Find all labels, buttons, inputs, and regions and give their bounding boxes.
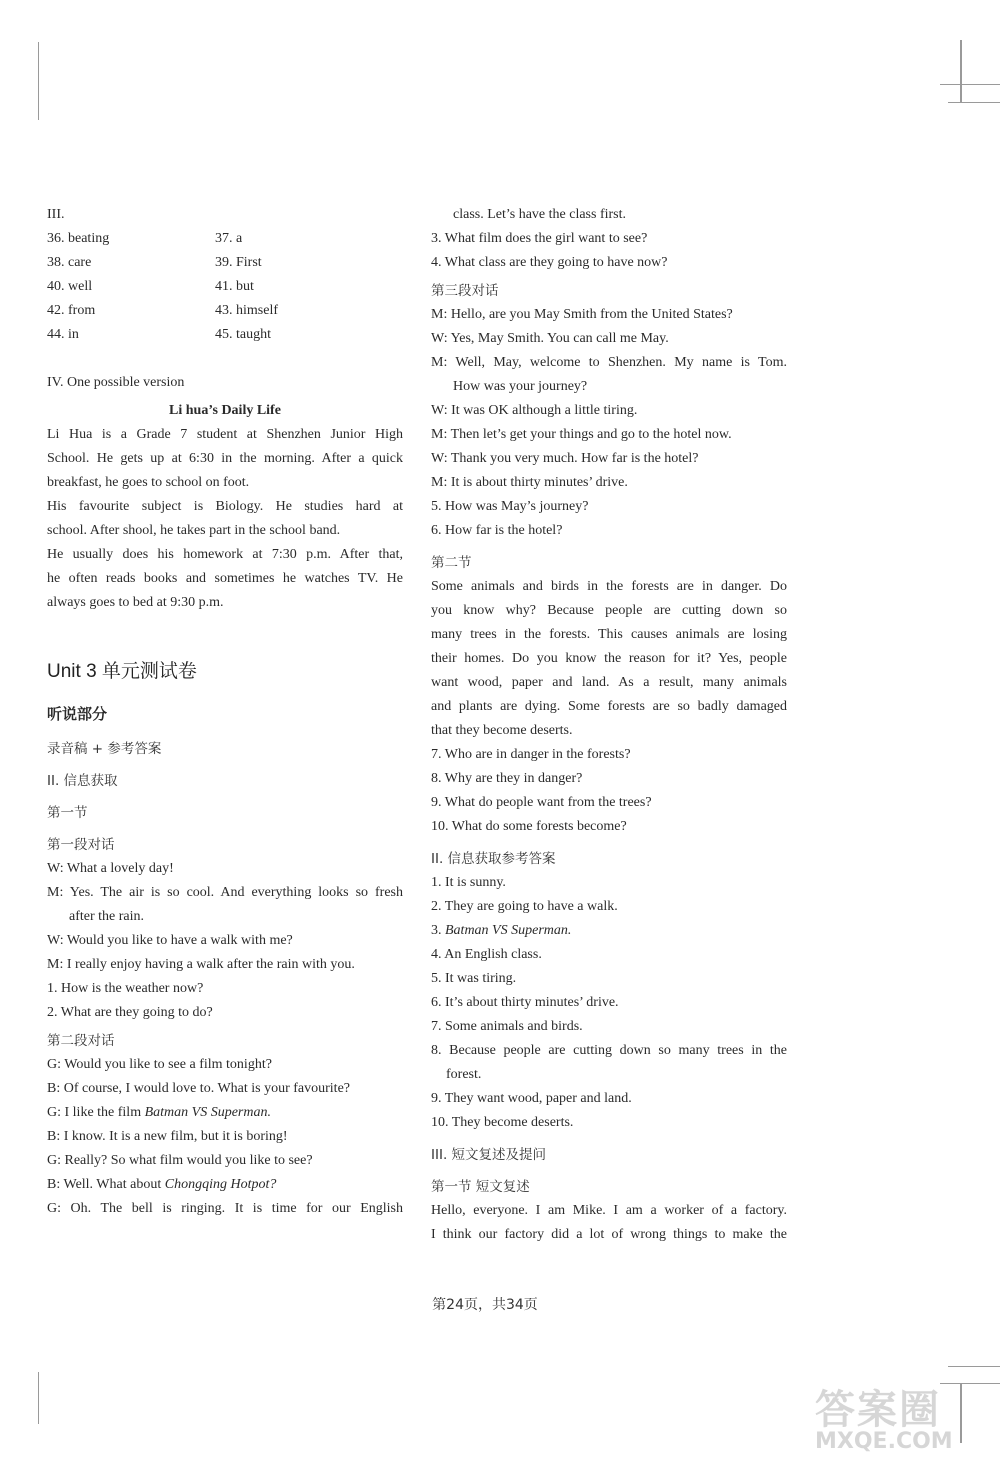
question-line: 7. Who are in danger in the forests? xyxy=(431,747,631,762)
essay-line: His favourite subject is Biology. He studies hard at xyxy=(47,499,403,514)
key-line: 4. An English class. xyxy=(431,947,542,962)
section-heading: III. xyxy=(47,207,65,222)
key-line: forest. xyxy=(446,1067,482,1082)
dialog-line: W: Yes, May Smith. You can call me May. xyxy=(431,331,669,346)
dialog-line: W: Thank you very much. How far is the hotel? xyxy=(431,451,699,466)
dialog-heading: 第一段对话 xyxy=(47,837,115,853)
dialog-line: G: I like the film Batman VS Superman. xyxy=(47,1105,271,1120)
answer-item: 45. taught xyxy=(215,327,271,342)
listening-heading: 听说部分 xyxy=(47,705,108,723)
passage-line: and plants are dying. Some forests are so badly damaged xyxy=(431,699,787,714)
question-line: 4. What class are they going to have now? xyxy=(431,255,668,270)
dialog-line: W: It was OK although a little tiring. xyxy=(431,403,638,418)
answer-item: 41. but xyxy=(215,279,254,294)
crop-mark xyxy=(948,102,1000,103)
answer-grid xyxy=(47,227,403,347)
dialog-line: M: Hello, are you May Smith from the United States? xyxy=(431,307,733,322)
dialog-line: W: Would you like to have a walk with me? xyxy=(47,933,293,948)
dialog-line: class. Let’s have the class first. xyxy=(453,207,627,222)
dialog-line: B: Well. What about Chongqing Hotpot? xyxy=(47,1177,277,1192)
key-line: 9. They want wood, paper and land. xyxy=(431,1091,632,1106)
essay-line: always goes to bed at 9:30 p.m. xyxy=(47,595,224,610)
crop-mark xyxy=(38,42,39,120)
watermark-url: MXQE.COM xyxy=(815,1429,953,1454)
dialog-line: after the rain. xyxy=(69,909,145,924)
crop-mark xyxy=(960,40,962,102)
transcript-heading: 录音稿 + 参考答案 xyxy=(47,741,162,757)
answer-item: 36. beating xyxy=(47,231,110,246)
passage-line: their homes. Do you know the reason for it? Yes, people xyxy=(431,651,787,666)
crop-mark xyxy=(948,1366,1000,1367)
film-title: Batman VS Superman. xyxy=(445,923,572,938)
answer-item: 39. First xyxy=(215,255,262,270)
key-heading: II. 信息获取参考答案 xyxy=(431,851,556,867)
dialog-line: M: Well, May, welcome to Shenzhen. My name is Tom. xyxy=(431,355,787,370)
question-line: 2. What are they going to do? xyxy=(47,1005,213,1020)
passage-line: you know why? Because people are cutting down so xyxy=(431,603,787,618)
question-line: 1. How is the weather now? xyxy=(47,981,204,996)
answer-item: 37. a xyxy=(215,231,243,246)
essay-title: Li hua’s Daily Life xyxy=(169,403,281,418)
section-heading: III. 短文复述及提问 xyxy=(431,1147,547,1163)
essay-line: breakfast, he goes to school on foot. xyxy=(47,475,250,490)
film-title: Batman VS Superman. xyxy=(144,1105,271,1120)
left-column xyxy=(47,203,403,1221)
dialog-line: G: Oh. The bell is ringing. It is time for our English xyxy=(47,1201,403,1216)
key-line: 5. It was tiring. xyxy=(431,971,517,986)
passage-line: Some animals and birds in the forests are in danger. Do xyxy=(431,579,787,594)
passage-line: that they become deserts. xyxy=(431,723,573,738)
question-line: 8. Why are they in danger? xyxy=(431,771,583,786)
watermark-text: 答案圈 xyxy=(815,1387,941,1433)
dialog-line: G: Really? So what film would you like to see? xyxy=(47,1153,313,1168)
essay-line: School. He gets up at 6:30 in the morning. After a quick xyxy=(47,451,403,466)
info-heading: II. 信息获取 xyxy=(47,773,118,789)
key-line: 1. It is sunny. xyxy=(431,875,506,890)
unit-title: Unit 3 单元测试卷 xyxy=(47,661,197,682)
question-line: 10. What do some forests become? xyxy=(431,819,627,834)
dialog-line: M: I really enjoy having a walk after the rain with you. xyxy=(47,957,355,972)
key-line: 6. It’s about thirty minutes’ drive. xyxy=(431,995,619,1010)
essay-line: he often reads books and sometimes he watches TV. He xyxy=(47,571,403,586)
dialog-line: How was your journey? xyxy=(453,379,588,394)
key-line: 8. Because people are cutting down so many trees in the xyxy=(431,1043,787,1058)
question-line: 3. What film does the girl want to see? xyxy=(431,231,648,246)
answer-item: 38. care xyxy=(47,255,92,270)
crop-mark xyxy=(38,1372,39,1424)
part-heading: 第二节 xyxy=(431,555,472,571)
film-title: Chongqing Hotpot? xyxy=(164,1177,277,1192)
dialog-line: M: Then let’s get your things and go to the hotel now. xyxy=(431,427,732,442)
dialog-heading: 第二段对话 xyxy=(47,1033,115,1049)
key-line: 3. Batman VS Superman. xyxy=(431,923,572,938)
answer-item: 42. from xyxy=(47,303,96,318)
key-line: 10. They become deserts. xyxy=(431,1115,574,1130)
dialog-line: G: Would you like to see a film tonight? xyxy=(47,1057,272,1072)
key-line: 2. They are going to have a walk. xyxy=(431,899,618,914)
essay-line: He usually does his homework at 7:30 p.m. After that, xyxy=(47,547,403,562)
answer-item: 44. in xyxy=(47,327,79,342)
part-heading: 第一节 短文复述 xyxy=(431,1179,530,1195)
retell-line: Hello, everyone. I am Mike. I am a worker of a factory. xyxy=(431,1203,787,1218)
answer-item: 40. well xyxy=(47,279,93,294)
watermark-logo xyxy=(815,1378,990,1458)
dialog-line: M: It is about thirty minutes’ drive. xyxy=(431,475,628,490)
passage-line: many trees in the forests. This causes animals are losing xyxy=(431,627,787,642)
question-line: 6. How far is the hotel? xyxy=(431,523,563,538)
dialog-line: M: Yes. The air is so cool. And everything looks so fresh xyxy=(47,885,403,900)
dialog-line: B: Of course, I would love to. What is your favourite? xyxy=(47,1081,351,1096)
essay-line: school. After shool, he takes part in the school band. xyxy=(47,523,341,538)
dialog-heading: 第三段对话 xyxy=(431,283,499,299)
right-column xyxy=(431,203,787,1247)
question-line: 5. How was May’s journey? xyxy=(431,499,589,514)
essay-line: Li Hua is a Grade 7 student at Shenzhen Junior High xyxy=(47,427,403,442)
crop-mark xyxy=(940,84,1000,85)
dialog-line: W: What a lovely day! xyxy=(47,861,174,876)
retell-line: I think our factory did a lot of wrong things to make the xyxy=(431,1227,787,1242)
passage-line: want wood, paper and land. As a result, many animals xyxy=(431,675,787,690)
answer-item: 43. himself xyxy=(215,303,278,318)
dialog-line: B: I know. It is a new film, but it is boring! xyxy=(47,1129,288,1144)
page-number: 第24页，共34页 xyxy=(432,1297,538,1313)
part-heading: 第一节 xyxy=(47,805,88,821)
key-line: 7. Some animals and birds. xyxy=(431,1019,583,1034)
question-line: 9. What do people want from the trees? xyxy=(431,795,652,810)
section-heading: IV. One possible version xyxy=(47,375,185,390)
